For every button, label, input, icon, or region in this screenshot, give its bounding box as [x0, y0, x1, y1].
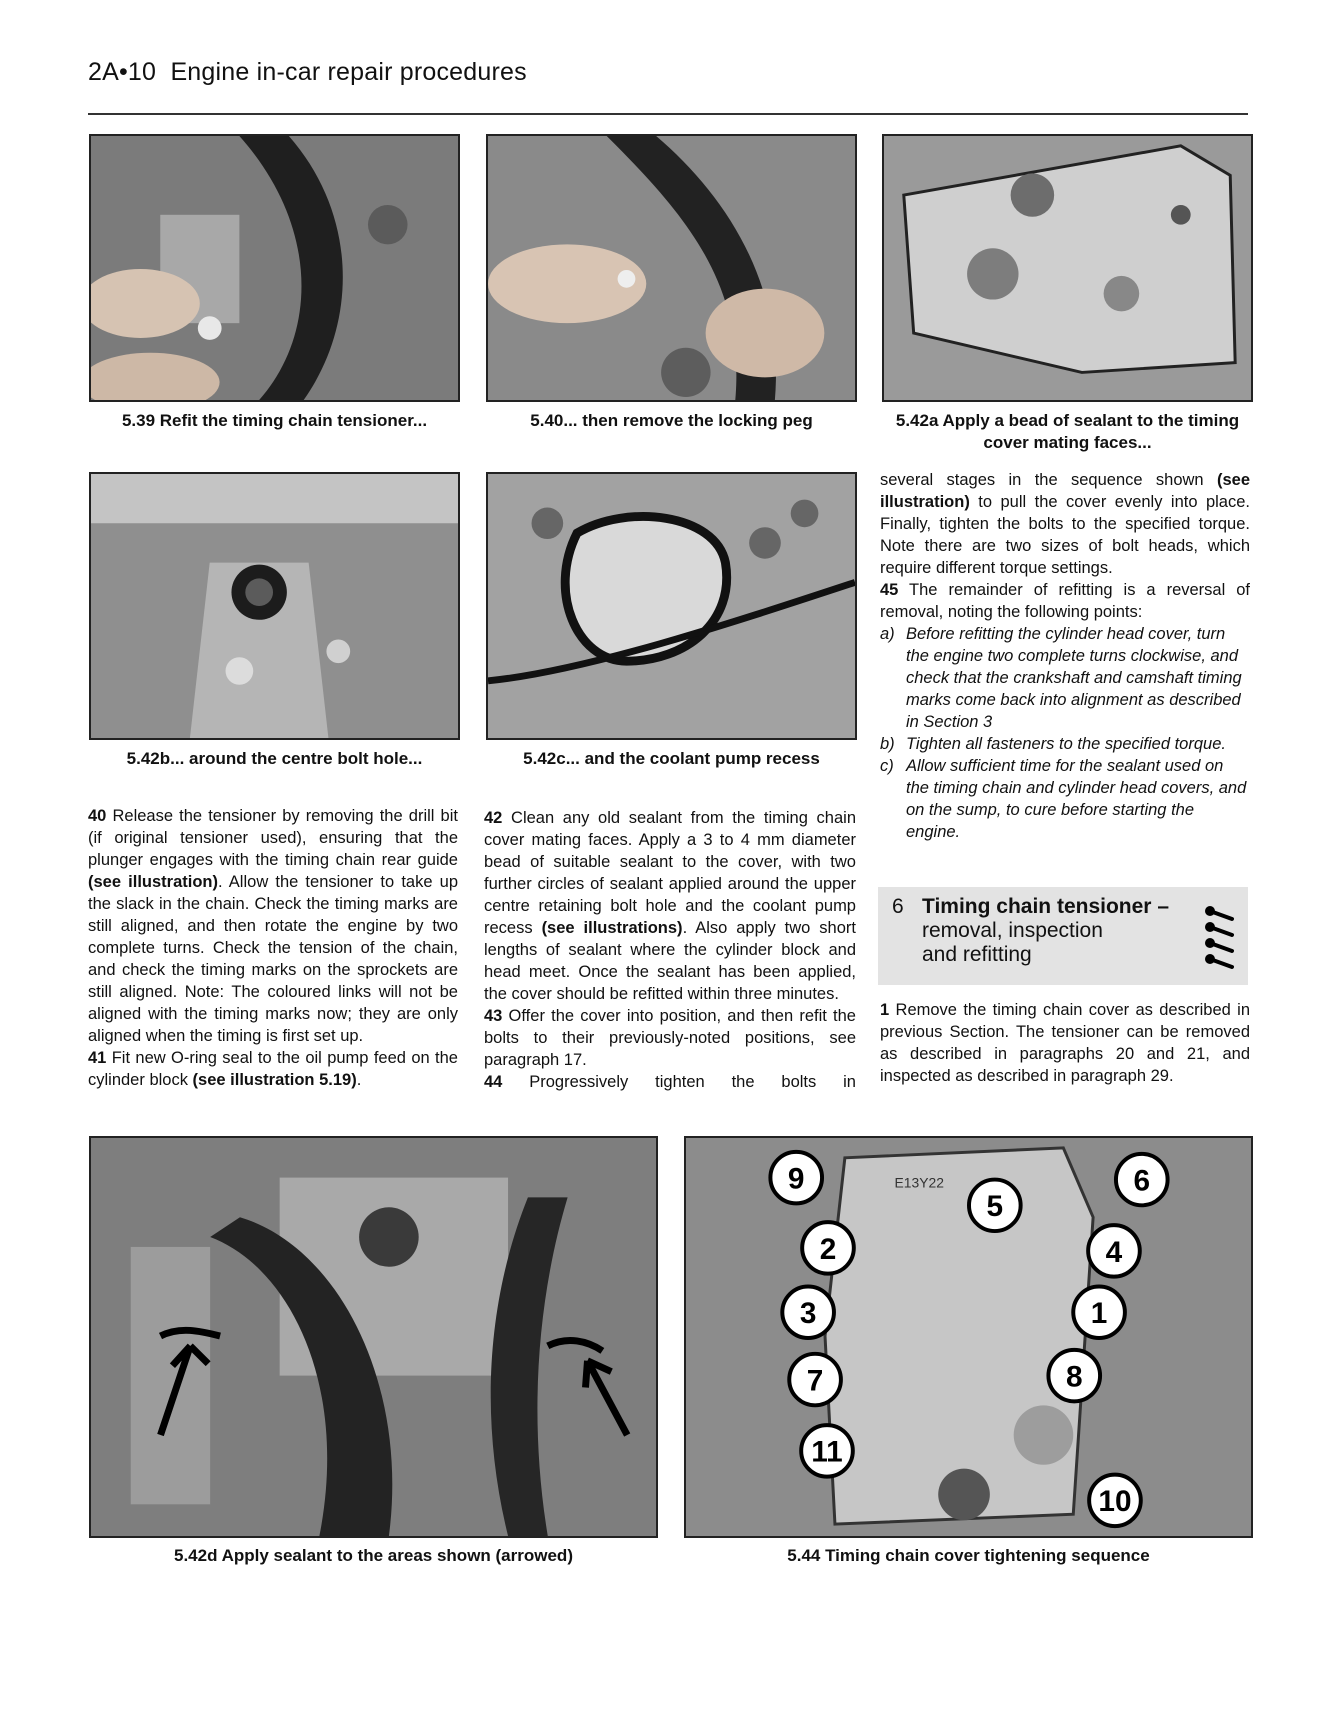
page-title: Engine in-car repair procedures	[170, 58, 527, 86]
list-item-b: b) Tighten all fasteners to the specified torque.	[880, 735, 1226, 753]
svg-text:1: 1	[1090, 1297, 1108, 1331]
caption-5-44: 5.44 Timing chain cover tightening sequence	[787, 1546, 1150, 1565]
text-col1	[88, 805, 458, 1091]
para-6-1: 1 Remove the timing chain cover as described in previous Section. The tensioner can be removed as described in paragraphs 20 and 21, and inspected as described in paragraph 29.	[880, 1001, 1250, 1085]
cover-stamp: E13Y22	[894, 1174, 944, 1191]
caption-5-42a: 5.42a Apply a bead of sealant to the timing cover mating faces...	[895, 411, 1240, 452]
section-title: Timing chain tensioner –	[922, 895, 1169, 918]
svg-text:4: 4	[1105, 1235, 1123, 1269]
badge-3	[782, 1287, 834, 1338]
svg-text:2: 2	[819, 1232, 837, 1266]
text-col2	[484, 807, 856, 1093]
badge-2	[802, 1222, 854, 1273]
photo-5-42a	[882, 134, 1253, 402]
photo-5-40	[486, 134, 857, 402]
list-item-c: c) Allow sufficient time for the sealant used on the timing chain and cylinder head covers, and on the sump, to cure before starting the engine.	[880, 757, 1247, 841]
section-subtitle-1: removal, inspection	[922, 919, 1103, 942]
badge-6	[1116, 1154, 1168, 1205]
para-44: 44 Progressively tighten the bolts in	[484, 1073, 856, 1091]
text-col3-lower	[880, 999, 1250, 1087]
wrench-difficulty-icon	[1204, 897, 1238, 977]
para-42: 42 Clean any old sealant from the timing chain cover mating faces. Apply a 3 to 4 mm diameter bead of suitable sealant to the cover, with two further circles of sealant applied around the upper centre retaining bolt hole and the coolant pump recess (see illustrations). Also apply two short lengths of sealant where the cylinder block and head meet. Once the sealant has been applied, the cover should be refitted within three minutes.	[484, 809, 856, 1003]
svg-text:11: 11	[811, 1435, 843, 1469]
badge-10	[1089, 1475, 1141, 1526]
svg-text:8: 8	[1065, 1360, 1083, 1394]
badge-8	[1048, 1350, 1100, 1401]
list-item-a: a) Before refitting the cylinder head cover, turn the engine two complete turns clockwise, and check that the crankshaft and camshaft timing marks come back into alignment as described in Section 3	[880, 625, 1242, 731]
text-col3-upper	[880, 469, 1250, 843]
svg-text:3: 3	[799, 1297, 817, 1331]
svg-text:5: 5	[986, 1190, 1004, 1224]
caption-5-40: 5.40... then remove the locking peg	[530, 411, 813, 430]
para-41: 41 Fit new O-ring seal to the oil pump feed on the cylinder block (see illustration 5.19).	[88, 1049, 458, 1089]
badge-5	[969, 1180, 1021, 1231]
badge-11	[801, 1425, 853, 1476]
caption-5-42c: 5.42c... and the coolant pump recess	[523, 749, 820, 768]
page-header	[88, 58, 527, 87]
page-ref: 2A•10	[88, 58, 157, 86]
photo-5-42b	[89, 472, 460, 740]
section-subtitle-2: and refitting	[922, 943, 1032, 966]
para-44-cont: several stages in the sequence shown (see illustration) to pull the cover evenly into place. Finally, tighten the bolts to the specified torque. Note there are two sizes of bolt heads, which require different torque settings.	[880, 471, 1250, 577]
caption-5-39: 5.39 Refit the timing chain tensioner...	[121, 411, 428, 430]
badge-7	[789, 1354, 841, 1405]
badge-9	[770, 1152, 822, 1203]
svg-text:9: 9	[787, 1162, 805, 1196]
photo-5-44	[684, 1136, 1253, 1538]
svg-text:7: 7	[806, 1364, 824, 1398]
caption-5-42b: 5.42b... around the centre bolt hole...	[126, 749, 423, 768]
para-45: 45 The remainder of refitting is a reversal of removal, noting the following points:	[880, 581, 1250, 621]
para-40: 40 Release the tensioner by removing the drill bit (if original tensioner used), ensuring that the plunger engages with the timing chain rear guide (see illustration). Allow the tensioner to take up the slack in the chain. Check the timing marks are still aligned, and then rotate the engine by two complete turns. Check the tension of the chain, and check the timing marks on the sprockets are still aligned. Note: The coloured links will not be aligned with the timing marks now; they are only aligned when the timing is first set up.	[88, 807, 458, 1045]
caption-5-42d: 5.42d Apply sealant to the areas shown (arrowed)	[174, 1546, 573, 1565]
section-number: 6	[892, 895, 904, 918]
photo-5-39	[89, 134, 460, 402]
svg-text:6: 6	[1133, 1164, 1151, 1198]
photo-5-42c	[486, 472, 857, 740]
badge-4	[1088, 1225, 1140, 1276]
svg-text:10: 10	[1098, 1485, 1132, 1519]
para-43: 43 Offer the cover into position, and then refit the bolts to their previously-noted positions, see paragraph 17.	[484, 1007, 856, 1069]
photo-5-42d	[89, 1136, 658, 1538]
badge-1	[1073, 1287, 1125, 1338]
section-heading-box	[878, 887, 1248, 985]
header-rule	[88, 113, 1248, 115]
